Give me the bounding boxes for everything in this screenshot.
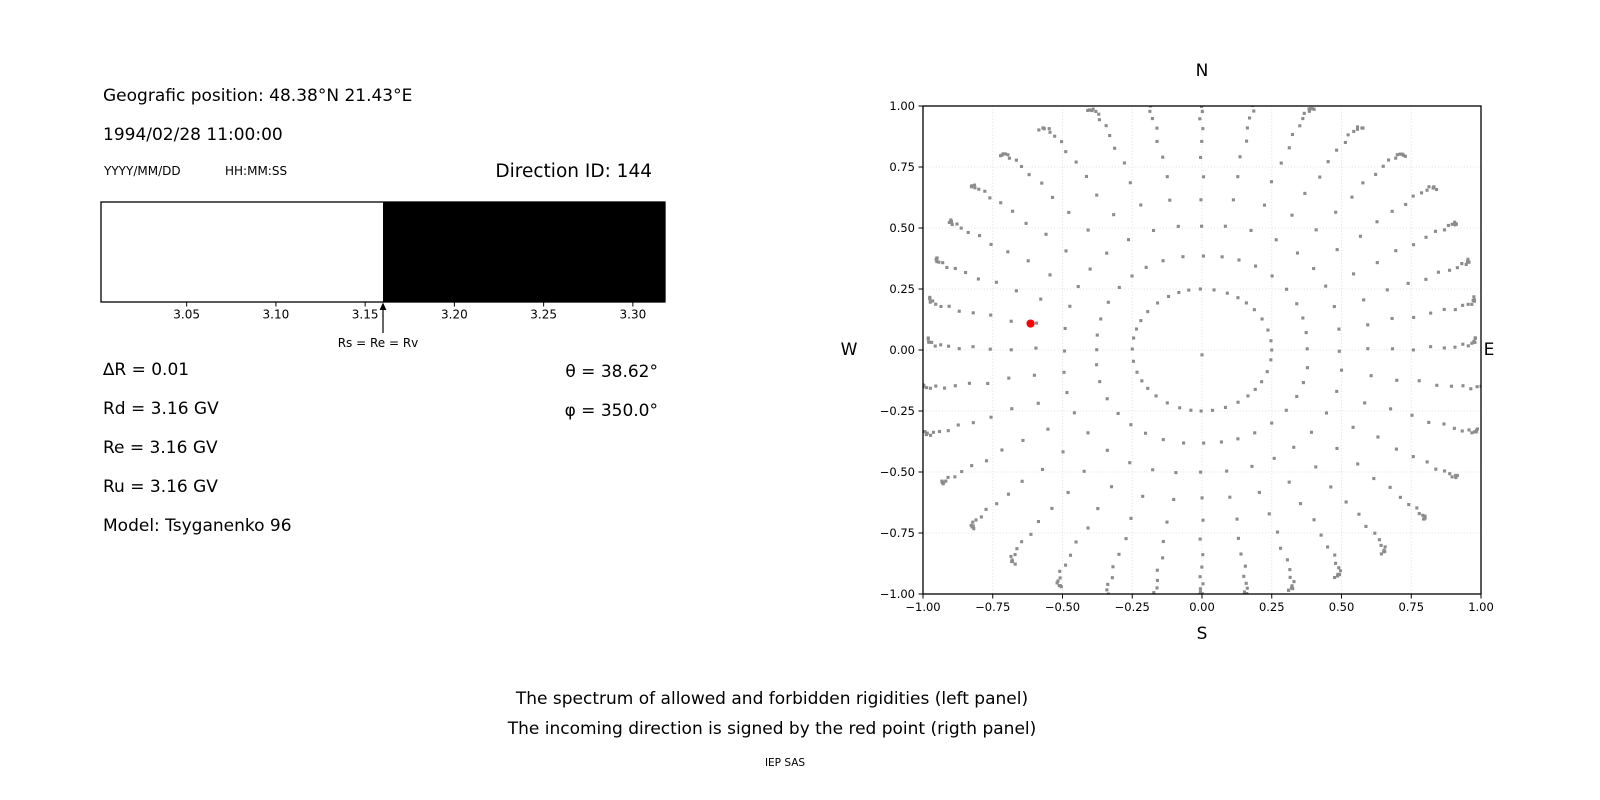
- y-tick-label: −0.75: [879, 526, 915, 540]
- spectrum-segment-forbidden: [383, 202, 665, 302]
- y-tick-label: −1.00: [879, 587, 915, 601]
- red-point-marker: [1026, 319, 1034, 327]
- y-tick-label: 0.00: [889, 343, 915, 357]
- tick-label: 3.25: [530, 307, 557, 322]
- date-format-label: YYYY/MM/DD: [104, 164, 181, 178]
- spectrum-x-ticks: [173, 302, 646, 322]
- compass-north-label: N: [1195, 61, 1209, 81]
- x-tick-label: 0.00: [1189, 600, 1215, 614]
- x-tick-label: −0.25: [1114, 600, 1150, 614]
- x-tick-label: −1.00: [905, 600, 941, 614]
- x-tick-label: 0.75: [1398, 600, 1425, 614]
- x-tick-label: 0.25: [1258, 600, 1285, 614]
- datetime-label: 1994/02/28 11:00:00: [103, 125, 283, 145]
- x-tick-label: 1.00: [1468, 600, 1494, 614]
- direction-dots: [920, 98, 1487, 602]
- param-model: Model: Tsyganenko 96: [103, 516, 292, 536]
- y-tick-label: 1.00: [889, 99, 915, 113]
- geographic-position-label: Geografic position: 48.38°N 21.43°E: [103, 86, 413, 106]
- param-phi: φ = 350.0°: [564, 401, 658, 421]
- y-tick-label: 0.50: [889, 221, 915, 235]
- direction-scatter-chart: [830, 40, 1530, 655]
- y-tick-label: −0.50: [879, 465, 915, 479]
- tick-label: 3.30: [619, 307, 647, 322]
- compass-south-label: S: [1196, 624, 1208, 644]
- arrow-head-icon: [380, 303, 387, 311]
- caption-line2: The incoming direction is signed by the red point (rigth panel): [507, 719, 1037, 739]
- time-format-label: HH:MM:SS: [225, 164, 288, 178]
- tick-label: 3.15: [351, 307, 379, 322]
- y-axis-ticks: [880, 99, 923, 601]
- credit-label: IEP SAS: [764, 757, 806, 769]
- y-tick-label: 0.25: [889, 282, 915, 296]
- y-tick-label: 0.75: [889, 160, 915, 174]
- x-tick-label: −0.75: [975, 600, 1011, 614]
- param-ru: Ru = 3.16 GV: [103, 477, 218, 497]
- x-axis-ticks: [905, 594, 1493, 614]
- compass-west-label: W: [840, 340, 858, 360]
- tick-label: 3.20: [441, 307, 468, 322]
- tick-label: 3.10: [262, 307, 290, 322]
- tick-label: 3.05: [173, 307, 201, 322]
- param-theta: θ = 38.62°: [565, 362, 658, 382]
- spectrum-segment-allowed: [101, 202, 383, 302]
- x-tick-label: −0.50: [1044, 600, 1081, 614]
- y-tick-label: −0.25: [879, 404, 915, 418]
- cutoff-arrow-label: Rs = Re = Rv: [337, 336, 419, 350]
- rigidity-spectrum-chart: [85, 195, 685, 355]
- param-rd: Rd = 3.16 GV: [103, 399, 219, 419]
- caption-line1: The spectrum of allowed and forbidden rigidities (left panel): [515, 689, 1029, 709]
- compass-east-label: E: [1483, 340, 1495, 360]
- x-tick-label: 0.50: [1328, 600, 1355, 614]
- direction-id-label: Direction ID: 144: [495, 161, 652, 182]
- param-re: Re = 3.16 GV: [103, 438, 218, 458]
- param-delta-r: ∆R = 0.01: [103, 360, 190, 380]
